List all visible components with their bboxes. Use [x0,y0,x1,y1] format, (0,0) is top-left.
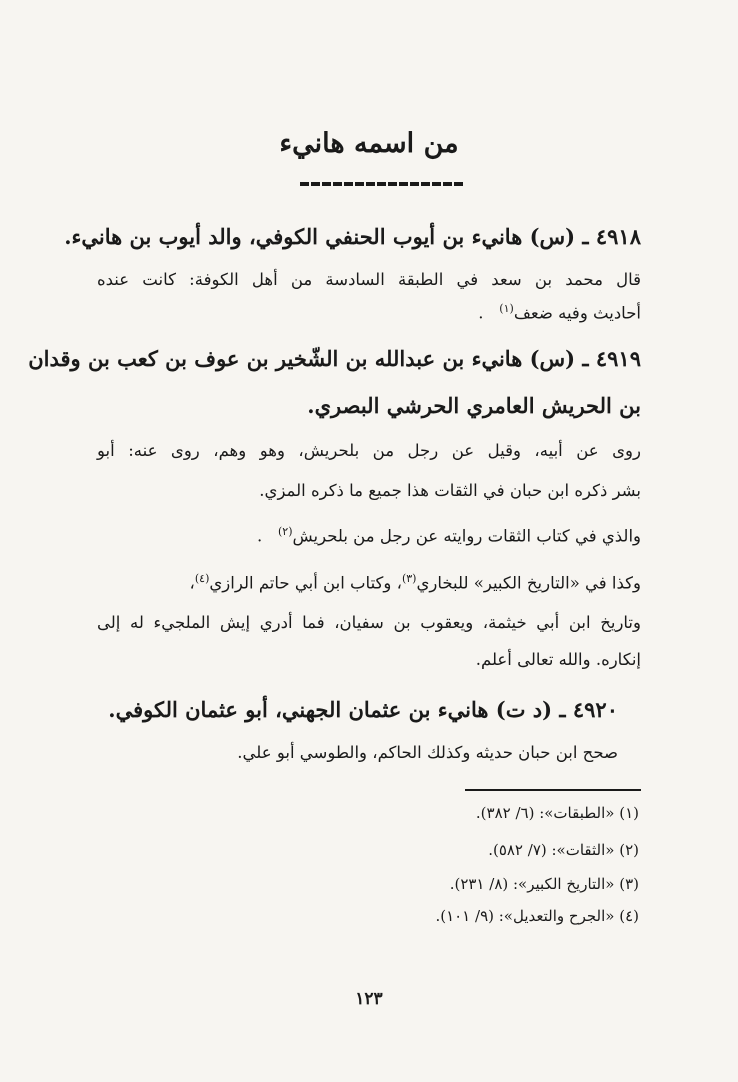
entry-4919-title-line-2: بن الحريش العامري الحرشي البصري. [307,393,641,418]
entry-4918-title: ٤٩١٨ ـ (س) هانيء بن أيوب الحنفي الكوفي، والد أيوب بن هانيء. [64,224,641,249]
entry-4919-body-line-1: روى عن أبيه، وقيل عن رجل من بلحريش، وهو وهم، روى عنه: أبو [97,441,641,460]
entry-4919-body-line-3: والذي في كتاب الثقات روايته عن رجل من بلحريش$^{(٢)}$ . [256,525,641,546]
footnote-ref-4: (٤) [194,572,210,585]
entry-4919-body-line-5: وتاريخ ابن أبي خيثمة، ويعقوب بن سفيان، فما أدري إيش الملجيء له إلى [97,613,641,632]
heading-underline [300,182,465,186]
entry-4919-body-line-6: إنكاره. والله تعالى أعلم. [475,650,641,669]
entry-4920-title: ٤٩٢٠ ـ (د ت) هانيء بن عثمان الجهني، أبو عثمان الكوفي. [108,697,618,722]
entry-4919-body-line-2: بشر ذكره ابن حبان في الثقات هذا جميع ما ذكره المزي. [259,481,641,500]
footnote-4: (٤) «الجرح والتعديل»: (٩/ ١٠١). [435,907,639,925]
footnote-ref-3: (٣) [401,572,417,585]
entry-4919-body-line-4: وكذا في «التاريخ الكبير» للبخاري$^{(٣)}$، وكتاب ابن أبي حاتم الرازي$^{(٤)}$، [189,572,641,593]
footnote-ref-2: (٢) [277,525,293,538]
footnote-3: (٣) «التاريخ الكبير»: (٨/ ٢٣١). [449,875,639,893]
footnote-2: (٢) «الثقات»: (٧/ ٥٨٢). [488,841,639,859]
entry-4918-body-line-1: قال محمد بن سعد في الطبقة السادسة من أهل الكوفة: كانت عنده [97,270,641,289]
footnote-separator [465,789,641,791]
footnote-ref-1: (١) [499,302,514,315]
entry-4918-body-line-2: أحاديث وفيه ضعف$^{(١)}$ . [478,302,641,323]
page-number: ١٢٣ [355,989,383,1009]
entry-4920-body-line-1: صحح ابن حبان حديثه وكذلك الحاكم، والطوسي أبو علي. [237,743,618,762]
section-heading: من اسمه هانيء [279,128,459,159]
entry-4919-title-line-1: ٤٩١٩ ـ (س) هانيء بن عبدالله بن الشّخير بن عوف بن كعب بن وقدان [28,346,641,371]
footnote-1: (١) «الطبقات»: (٦/ ٣٨٢). [475,804,639,822]
